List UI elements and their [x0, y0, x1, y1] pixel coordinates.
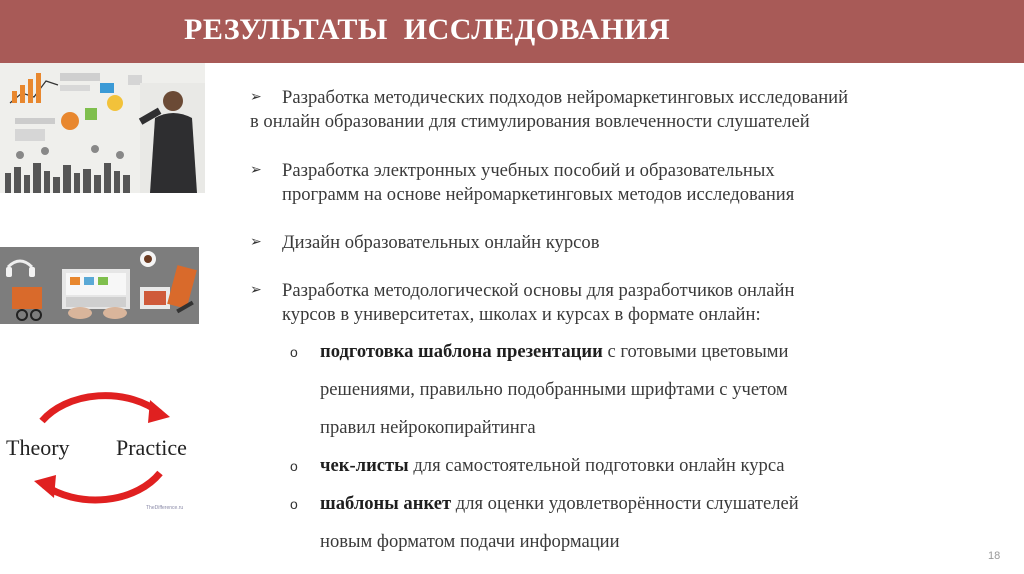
arrow-bullet-icon: ➢ — [250, 163, 262, 178]
sub-bullet-bold: чек-листы — [320, 455, 409, 476]
arrow-bullet-icon: ➢ — [250, 90, 262, 105]
arrow-bullet-icon: ➢ — [250, 235, 262, 250]
circle-bullet-icon: o — [290, 344, 298, 360]
practice-label: Practice — [116, 435, 187, 460]
arrow-bullet-icon: ➢ — [250, 283, 262, 298]
business-chart-icon — [0, 63, 205, 193]
bullet-line: Разработка методологической основы для разработчиков онлайн — [282, 280, 795, 301]
sub-bullet-text: для оценки удовлетворённости слушателей — [451, 493, 799, 514]
bullet-line: Разработка электронных учебных пособий и образовательных — [282, 160, 775, 181]
sub-bullet-line: решениями, правильно подобранными шрифтами с учетом — [320, 379, 788, 400]
circle-bullet-icon: o — [290, 458, 298, 474]
bullet-line: курсов в университетах, школах и курсах в формате онлайн: — [282, 304, 761, 325]
theory-label: Theory — [6, 435, 70, 460]
sub-bullet-line: правил нейрокопирайтинга — [320, 417, 536, 438]
sub-bullet-text: с готовыми цветовыми — [602, 341, 789, 362]
bullet-line: Дизайн образовательных онлайн курсов — [282, 232, 600, 253]
circle-bullet-icon: o — [290, 496, 298, 512]
sub-bullet-text: для самостоятельной подготовки онлайн курса — [408, 455, 785, 476]
title-bar — [0, 0, 1024, 63]
sub-bullet-bold: подготовка шаблона презентации — [320, 341, 603, 362]
watermark: TheDifference.ru — [146, 505, 184, 511]
page-number: 18 — [988, 550, 1001, 562]
bullet-line: в онлайн образовании для стимулирования вовлеченности слушателей — [250, 111, 810, 132]
theory-practice-cycle — [0, 375, 205, 520]
sub-bullet-line: новым форматом подачи информации — [320, 531, 620, 552]
slide-title: РЕЗУЛЬТАТЫ ИССЛЕДОВАНИЯ — [184, 13, 671, 46]
bullet-line: Разработка методических подходов нейромаркетинговых исследований — [282, 87, 849, 108]
laptop-desk-icon — [0, 247, 199, 324]
online-learning-desk-photo — [0, 247, 199, 324]
sub-bullet-bold: шаблоны анкет — [320, 493, 452, 514]
business-chart-photo — [0, 63, 205, 193]
bullet-line: программ на основе нейромаркетинговых методов исследования — [282, 184, 795, 205]
